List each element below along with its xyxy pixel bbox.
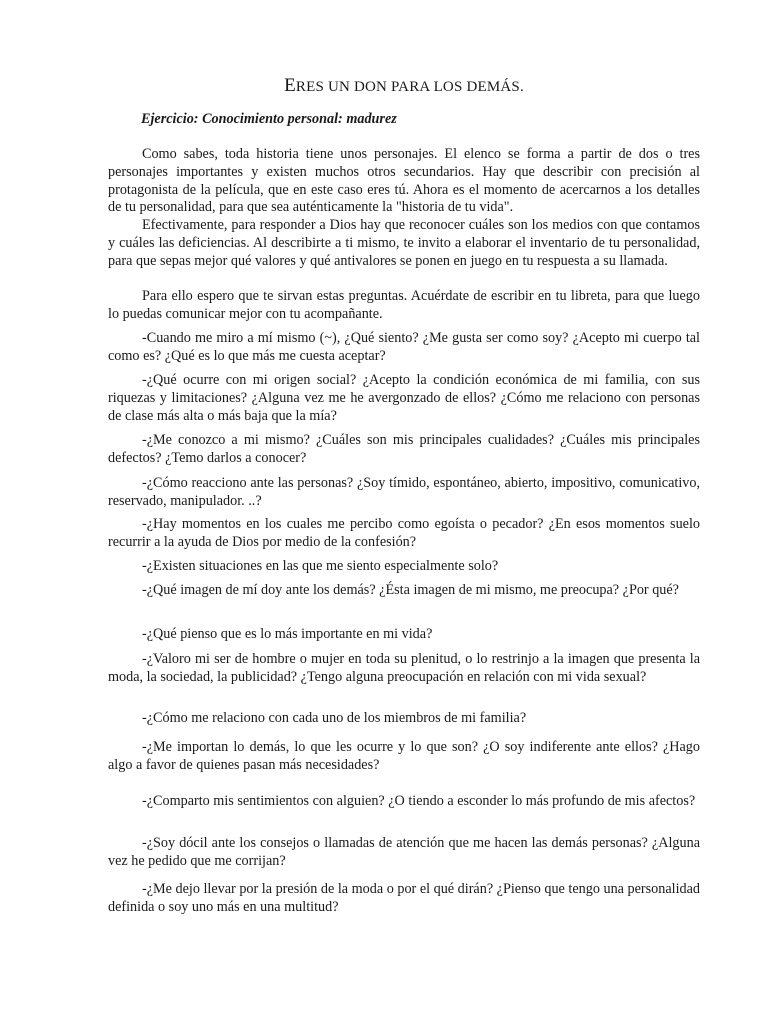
- title-rest: RES UN DON PARA LOS DEMÁS.: [295, 79, 524, 95]
- question-item: -¿Cómo me relaciono con cada uno de los miembros de mi familia?: [142, 710, 527, 726]
- title-initial: E: [284, 75, 296, 96]
- intro-paragraph: Para ello espero que te sirvan estas preguntas. Acuérdate de escribir en tu libreta, para que luego lo puedas comunicar mejor con tu acompañante.: [108, 288, 700, 322]
- question-item: -¿Qué ocurre con mi origen social? ¿Acepto la condición económica de mi familia, con sus riquezas y limitaciones? ¿Alguna vez me he avergonzado de ellos? ¿Cómo me relaciono con personas de clase más alta o más baja que la mía?: [108, 372, 700, 424]
- intro-paragraph: Efectivamente, para responder a Dios hay que reconocer cuáles son los medios con que contamos y cuáles las deficiencias. Al describirte a ti mismo, te invito a elaborar el inventario de tu personalidad, para que sepas mejor qué valores y qué antivalores se ponen en juego en tu respuesta a su llamada.: [108, 217, 700, 269]
- document-page: [108, 0, 700, 1024]
- document-title: [108, 77, 700, 97]
- question-item: -¿Me importan lo demás, lo que les ocurre y lo que son? ¿O soy indiferente ante ellos? ¿Hago algo a favor de quienes pasan más necesidades?: [108, 739, 700, 773]
- question-item: -¿Soy dócil ante los consejos o llamadas de atención que me hacen las demás personas? ¿Alguna vez he pedido que me corrijan?: [108, 835, 700, 869]
- question-item: -Cuando me miro a mí mismo (~), ¿Qué siento? ¿Me gusta ser como soy? ¿Acepto mi cuerpo tal como es? ¿Qué es lo que más me cuesta aceptar?: [108, 330, 700, 364]
- question-item: -¿Valoro mi ser de hombre o mujer en toda su plenitud, o lo restrinjo a la imagen que presenta la moda, la sociedad, la publicidad? ¿Tengo alguna preocupación en relación con mi vida sexual?: [108, 651, 700, 685]
- intro-paragraph: Como sabes, toda historia tiene unos personajes. El elenco se forma a partir de dos o tres personajes importantes y existen muchos otros secundarios. Hay que describir con precisión al protagonista de la película, que en este caso eres tú. Ahora es el momento de acercarnos a los detalles de tu personalidad, para que sea auténticamente la "historia de tu vida".: [108, 146, 700, 216]
- question-item: -¿Me conozco a mi mismo? ¿Cuáles son mis principales cualidades? ¿Cuáles mis principales defectos? ¿Temo darlos a conocer?: [108, 432, 700, 466]
- question-item: -¿Qué pienso que es lo más importante en mi vida?: [142, 626, 433, 642]
- question-item: -¿Existen situaciones en las que me siento especialmente solo?: [142, 558, 499, 574]
- exercise-subtitle: Ejercicio: Conocimiento personal: madurez: [141, 111, 397, 127]
- question-item: -¿Hay momentos en los cuales me percibo como egoísta o pecador? ¿En esos momentos suelo recurrir a la ayuda de Dios por medio de la confesión?: [108, 516, 700, 550]
- question-item: -¿Comparto mis sentimientos con alguien? ¿O tiendo a esconder lo más profundo de mis afectos?: [142, 793, 696, 809]
- question-item: -¿Cómo reacciono ante las personas? ¿Soy tímido, espontáneo, abierto, impositivo, comunicativo, reservado, manipulador. ..?: [108, 475, 700, 509]
- question-item: -¿Me dejo llevar por la presión de la moda o por el qué dirán? ¿Pienso que tengo una personalidad definida o soy uno más en una multitud?: [108, 881, 700, 915]
- question-item: -¿Qué imagen de mí doy ante los demás? ¿Ésta imagen de mi mismo, me preocupa? ¿Por qué?: [142, 582, 679, 598]
